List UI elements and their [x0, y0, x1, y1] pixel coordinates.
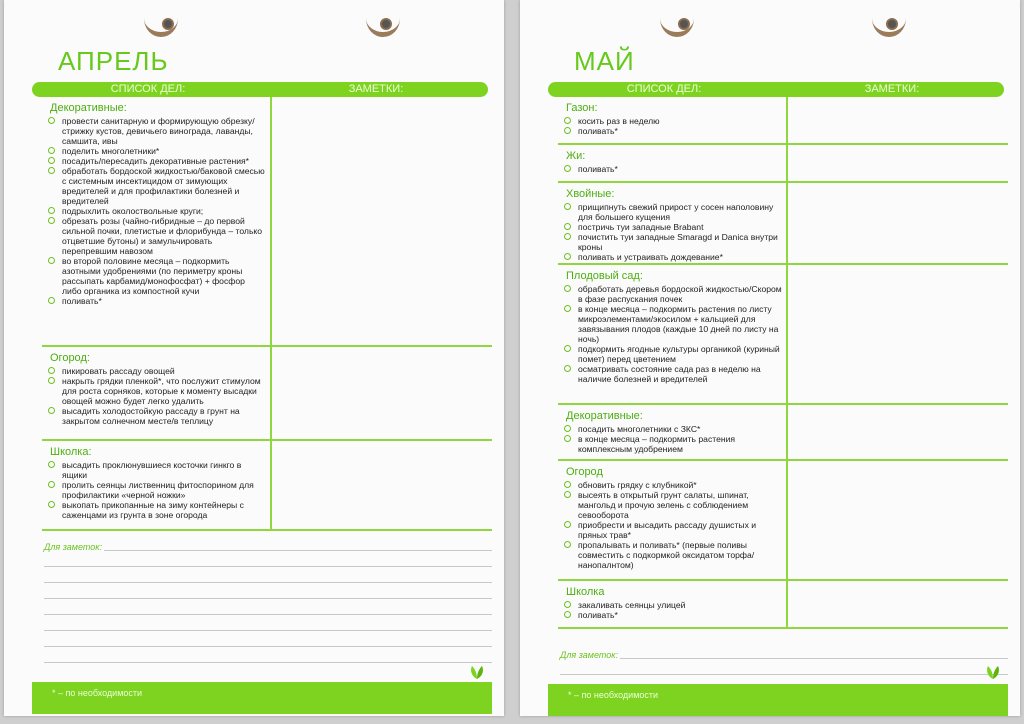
- task-item: пикировать рассаду овощей: [48, 366, 266, 376]
- task-item: поливать*: [564, 126, 782, 136]
- binding-string: [660, 0, 694, 37]
- note-line: [104, 550, 492, 551]
- checkbox-circle-icon[interactable]: [564, 127, 571, 134]
- section-title: Школка: [566, 586, 605, 598]
- section-title: Школка:: [50, 446, 92, 458]
- checkbox-circle-icon[interactable]: [564, 305, 571, 312]
- checkbox-circle-icon[interactable]: [48, 407, 55, 414]
- checkbox-circle-icon[interactable]: [564, 491, 571, 498]
- task-list: [558, 202, 782, 262]
- task-item: высеять в открытый грунт салаты, шпинат, мангольд и прочую зелень с соблюдением севооборота: [564, 490, 782, 520]
- section-tasks: [558, 183, 788, 263]
- task-item: обрезать розы (чайно-гибридные – до первой сильной почки, плетистые и флорибунда – только отцветшие бутоны) и замульчировать перепревшим навозом: [48, 216, 266, 256]
- task-item: накрыть грядки пленкой*, что послужит стимулом для роста сорняков, которые к моменту высадки овощей можно будет легко удалить: [48, 376, 266, 406]
- section-notes-area[interactable]: [272, 441, 492, 529]
- section-title: Газон:: [566, 102, 598, 114]
- notes-label: Для заметок:: [44, 542, 103, 552]
- section-tasks: [558, 461, 788, 579]
- leaf-icon: [984, 664, 1002, 680]
- section-tasks: [558, 581, 788, 627]
- note-line: [44, 646, 492, 647]
- section-title: Огород:: [50, 352, 90, 364]
- checkbox-circle-icon[interactable]: [564, 541, 571, 548]
- left-page-april: [4, 0, 504, 716]
- task-list: [558, 284, 782, 384]
- task-list: [558, 480, 782, 570]
- checkbox-circle-icon[interactable]: [564, 435, 571, 442]
- task-list: [558, 600, 782, 620]
- task-item: поливать*: [564, 164, 782, 174]
- section-tasks: [558, 265, 788, 403]
- checkbox-circle-icon[interactable]: [564, 165, 571, 172]
- col-header-tasks: СПИСОК ДЕЛ:: [626, 83, 702, 95]
- task-item: пропалывать и поливать* (первые поливы совместить с подкормкой оксидатом торфа/нанопалнтом): [564, 540, 782, 570]
- section-title: Плодовый сад:: [566, 270, 643, 282]
- section-notes-area[interactable]: [788, 581, 1008, 627]
- checkbox-circle-icon[interactable]: [564, 611, 571, 618]
- checkbox-circle-icon[interactable]: [564, 233, 571, 240]
- checkbox-circle-icon[interactable]: [564, 203, 571, 210]
- section-title: Огород: [566, 466, 603, 478]
- note-line: [560, 674, 1008, 675]
- task-list: [558, 164, 782, 174]
- col-header-notes: ЗАМЕТКИ:: [864, 83, 920, 95]
- task-list: [558, 116, 782, 136]
- task-item: обновить грядку с клубникой*: [564, 480, 782, 490]
- column-header-bar: [548, 82, 1004, 97]
- checkbox-circle-icon[interactable]: [48, 501, 55, 508]
- binding-hole: [678, 18, 690, 30]
- column-header-bar: [32, 82, 488, 97]
- task-item: поливать и устраивать дождевание*: [564, 252, 782, 262]
- col-header-tasks: СПИСОК ДЕЛ:: [110, 83, 186, 95]
- section-notes-area[interactable]: [272, 347, 492, 439]
- section-garden: [42, 345, 492, 439]
- task-item: поливать*: [48, 296, 266, 306]
- task-item: поделить многолетники*: [48, 146, 266, 156]
- task-list: [42, 366, 266, 426]
- binding-hole: [162, 18, 174, 30]
- checkbox-circle-icon[interactable]: [48, 147, 55, 154]
- section-decorative: [42, 97, 492, 345]
- checkbox-circle-icon[interactable]: [48, 377, 55, 384]
- task-grid: [42, 97, 492, 531]
- binding-string: [144, 0, 178, 37]
- binding-hole: [380, 18, 392, 30]
- note-line: [44, 598, 492, 599]
- task-item: поливать*: [564, 610, 782, 620]
- checkbox-circle-icon[interactable]: [564, 285, 571, 292]
- section-notes-area[interactable]: [272, 97, 492, 345]
- section-hedge: [558, 143, 1008, 181]
- task-item: пролить сеянцы лиственниц фитоспорином для профилактики «черной ножки»: [48, 480, 266, 500]
- checkbox-circle-icon[interactable]: [564, 345, 571, 352]
- task-item: посадить многолетники с ЗКС*: [564, 424, 782, 434]
- checkbox-circle-icon[interactable]: [48, 157, 55, 164]
- binding-hole: [886, 18, 898, 30]
- task-item: почистить туи западные Smaragd и Danica внутри кроны: [564, 232, 782, 252]
- right-page-may: [520, 0, 1020, 716]
- checkbox-circle-icon[interactable]: [48, 117, 55, 124]
- leaf-icon: [468, 664, 486, 680]
- task-item: посадить/пересадить декоративные растения*: [48, 156, 266, 166]
- note-line: [44, 662, 492, 663]
- section-tasks: [42, 441, 272, 529]
- task-grid: [558, 97, 1008, 629]
- task-item: осматривать состояние сада раз в неделю на наличие болезней и вредителей: [564, 364, 782, 384]
- checkbox-circle-icon[interactable]: [48, 461, 55, 468]
- section-title: Жи:: [566, 150, 586, 162]
- task-item: обработать бордоской жидкостью/баковой смесью с системным инсектицидом от зимующих вредителей и для профилактики болезней и вредителей: [48, 166, 266, 206]
- section-notes-area[interactable]: [788, 405, 1008, 459]
- notes-label: Для заметок:: [560, 650, 619, 660]
- task-item: прищипнуть свежий прирост у сосен наполовину для большего кущения: [564, 202, 782, 222]
- note-line: [44, 614, 492, 615]
- note-line: [44, 566, 492, 567]
- checkbox-circle-icon[interactable]: [564, 365, 571, 372]
- notes-lines-area[interactable]: [560, 650, 1008, 680]
- section-tasks: [558, 97, 788, 143]
- task-list: [558, 424, 782, 454]
- section-conifers: [558, 181, 1008, 263]
- section-tasks: [558, 145, 788, 181]
- section-lawn: [558, 97, 1008, 143]
- task-item: постричь туи западные Brabant: [564, 222, 782, 232]
- section-title: Декоративные:: [566, 410, 643, 422]
- task-item: косить раз в неделю: [564, 116, 782, 126]
- section-title: Хвойные:: [566, 188, 615, 200]
- checkbox-circle-icon[interactable]: [564, 481, 571, 488]
- checkbox-circle-icon[interactable]: [564, 601, 571, 608]
- section-title: Декоративные:: [50, 102, 127, 114]
- section-tasks: [558, 405, 788, 459]
- checkbox-circle-icon[interactable]: [564, 223, 571, 230]
- checkbox-circle-icon[interactable]: [564, 253, 571, 260]
- checkbox-circle-icon[interactable]: [564, 521, 571, 528]
- task-item: обработать деревья бордоской жидкостью/Скором в фазе распускания почек: [564, 284, 782, 304]
- note-line: [44, 630, 492, 631]
- footer-bar: [32, 682, 492, 714]
- checkbox-circle-icon[interactable]: [48, 257, 55, 264]
- checkbox-circle-icon[interactable]: [48, 367, 55, 374]
- month-title-april: АПРЕЛЬ: [58, 46, 169, 76]
- section-notes-area[interactable]: [788, 183, 1008, 263]
- checkbox-circle-icon[interactable]: [564, 117, 571, 124]
- task-item: приобрести и высадить рассаду душистых и пряных трав*: [564, 520, 782, 540]
- footnote: * – по необходимости: [568, 690, 659, 700]
- note-line: [44, 582, 492, 583]
- section-orchard: [558, 263, 1008, 403]
- checkbox-circle-icon[interactable]: [48, 217, 55, 224]
- task-item: провести санитарную и формирующую обрезку/стрижку кустов, девичьего винограда, лаванды, самшита, ивы: [48, 116, 266, 146]
- section-decorative: [558, 403, 1008, 459]
- section-notes-area[interactable]: [788, 461, 1008, 579]
- task-list: [42, 116, 266, 306]
- checkbox-circle-icon[interactable]: [48, 297, 55, 304]
- task-item: высадить проклюнувшиеся косточки гинкго в ящики: [48, 460, 266, 480]
- checkbox-circle-icon[interactable]: [48, 481, 55, 488]
- section-notes-area[interactable]: [788, 265, 1008, 403]
- task-item: высадить холодостойкую рассаду в грунт на закрытом солнечном месте/в теплицу: [48, 406, 266, 426]
- checkbox-circle-icon[interactable]: [48, 207, 55, 214]
- section-nursery: [42, 439, 492, 529]
- task-item: подкормить ягодные культуры органикой (куриный помет) перед цветением: [564, 344, 782, 364]
- section-garden: [558, 459, 1008, 579]
- task-item: подрыхлить околоствольные круги;: [48, 206, 266, 216]
- footer-bar: [548, 684, 1008, 716]
- task-list: [42, 460, 266, 520]
- task-item: во второй половине месяца – подкормить азотными удобрениями (по периметру кроны рассыпать карбамид/монофосфат) + фосфор либо органика из компостной кучи: [48, 256, 266, 296]
- section-notes-area[interactable]: [788, 97, 1008, 143]
- footnote: * – по необходимости: [52, 688, 143, 698]
- checkbox-circle-icon[interactable]: [564, 425, 571, 432]
- checkbox-circle-icon[interactable]: [48, 167, 55, 174]
- section-nursery: [558, 579, 1008, 627]
- task-item: в конце месяца – подкормить растения комплексным удобрением: [564, 434, 782, 454]
- task-item: выкопать прикопанные на зиму контейнеры с саженцами из грунта в зоне огорода: [48, 500, 266, 520]
- month-title-may: МАЙ: [574, 46, 635, 76]
- section-tasks: [42, 347, 272, 439]
- col-header-notes: ЗАМЕТКИ:: [348, 83, 404, 95]
- section-notes-area[interactable]: [788, 145, 1008, 181]
- note-line: [620, 658, 1008, 659]
- notes-lines-area[interactable]: [44, 542, 492, 670]
- section-tasks: [42, 97, 272, 345]
- task-item: закаливать сеянцы улицей: [564, 600, 782, 610]
- task-item: в конце месяца – подкормить растения по листу микроэлементами/экосилом + кальцией для завязывания плодов (каждые 10 дней по листу на ночь): [564, 304, 782, 344]
